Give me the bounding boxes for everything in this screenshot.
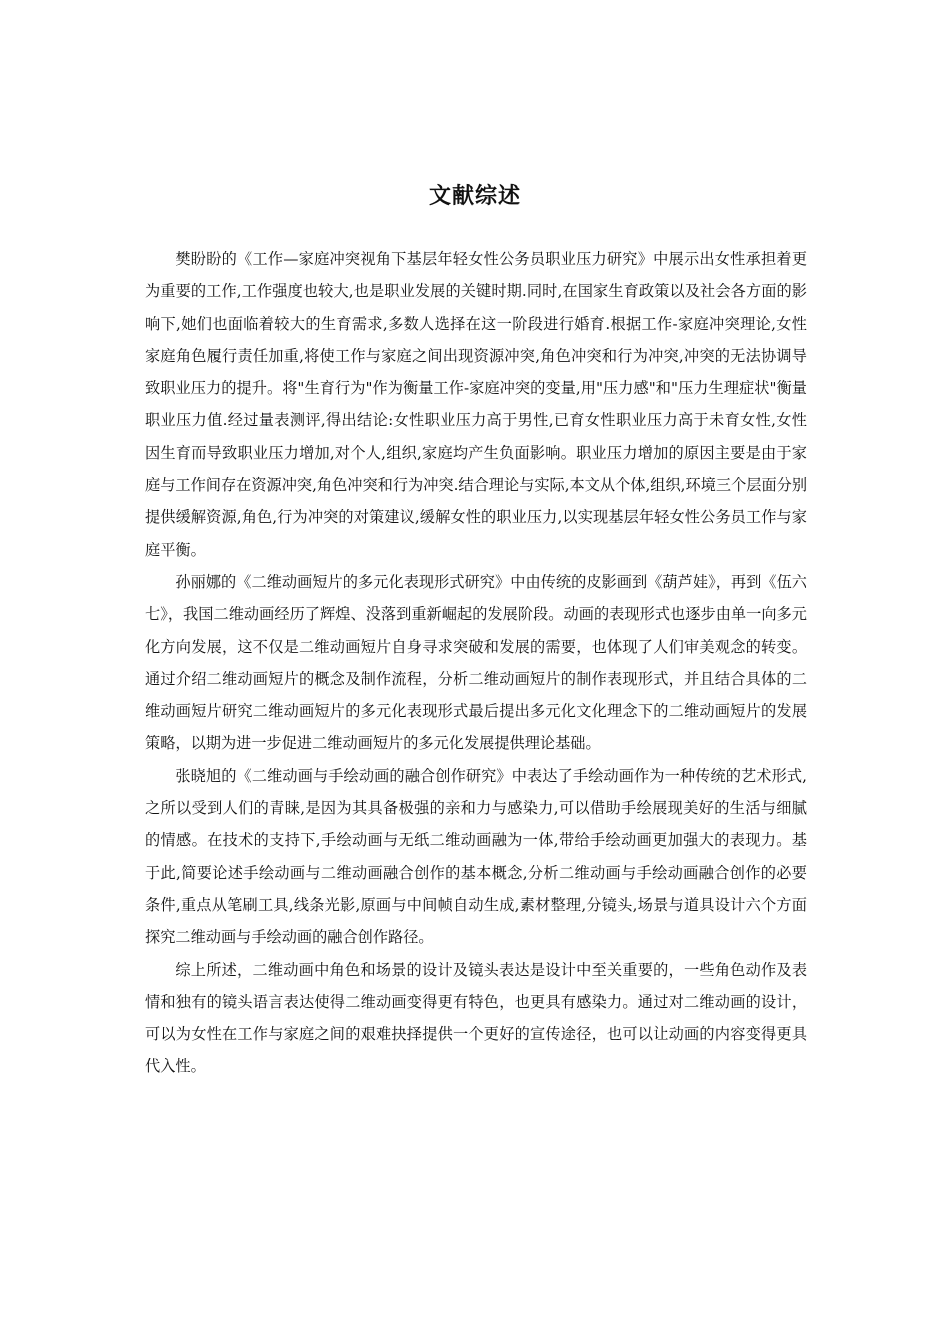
document-body <box>145 243 807 1083</box>
paragraph-sun-lina: 孙丽娜的《二维动画短片的多元化表现形式研究》中由传统的皮影画到《葫芦娃》，再到《伍六七》，我国二维动画经历了辉煌、没落到重新崛起的发展阶段。动画的表现形式也逐步由单一向多元化方向发展，这不仅是二维动画短片自身寻求突破和发展的需要，也体现了人们审美观念的转变。通过介绍二维动画短片的概念及制作流程，分析二维动画短片的制作表现形式，并且结合具体的二维动画短片研究二维动画短片的多元化表现形式最后提出多元化文化理念下的二维动画短片的发展策略，以期为进一步促进二维动画短片的多元化发展提供理论基础。 <box>145 572 807 753</box>
paragraph-zhang-xiaoxu: 张晓旭的《二维动画与手绘动画的融合创作研究》中表达了手绘动画作为一种传统的艺术形式,之所以受到人们的青睐,是因为其具备极强的亲和力与感染力,可以借助手绘展现美好的生活与细腻的情感。在技术的支持下,手绘动画与无纸二维动画融为一体,带给手绘动画更加强大的表现力。基于此,简要论述手绘动画与二维动画融合创作的基本概念,分析二维动画与手绘动画融合创作的必要条件,重点从笔刷工具,线条光影,原画与中间帧自动生成,素材整理,分镜头,场景与道具设计六个方面探究二维动画与手绘动画的融合创作路径。 <box>145 766 807 947</box>
paragraph-summary: 综上所述，二维动画中角色和场景的设计及镜头表达是设计中至关重要的，一些角色动作及表情和独有的镜头语言表达使得二维动画变得更有特色，也更具有感染力。通过对二维动画的设计，可以为女性在工作与家庭之间的艰难抉择提供一个更好的宣传途径，也可以让动画的内容变得更具代入性。 <box>145 960 807 1076</box>
page-title: 文献综述 <box>428 184 521 209</box>
paragraph-fan-panpan: 樊盼盼的《工作—家庭冲突视角下基层年轻女性公务员职业压力研究》中展示出女性承担着更为重要的工作,工作强度也较大,也是职业发展的关键时期.同时,在国家生育政策以及社会各方面的影响下,她们也面临着较大的生育需求,多数人选择在这一阶段进行婚育.根据工作-家庭冲突理论,女性家庭角色履行责任加重,将使工作与家庭之间出现资源冲突,角色冲突和行为冲突,冲突的无法协调导致职业压力的提升。将"生育行为"作为衡量工作-家庭冲突的变量,用"压力感"和"压力生理症状"衡量职业压力值.经过量表测评,得出结论:女性职业压力高于男性,已育女性职业压力高于未育女性,女性因生育而导致职业压力增加,对个人,组织,家庭均产生负面影响。职业压力增加的原因主要是由于家庭与工作间存在资源冲突,角色冲突和行为冲突.结合理论与实际,本文从个体,组织,环境三个层面分别提供缓解资源,角色,行为冲突的对策建议,缓解女性的职业压力,以实现基层年轻女性公务员工作与家庭平衡。 <box>145 250 808 559</box>
